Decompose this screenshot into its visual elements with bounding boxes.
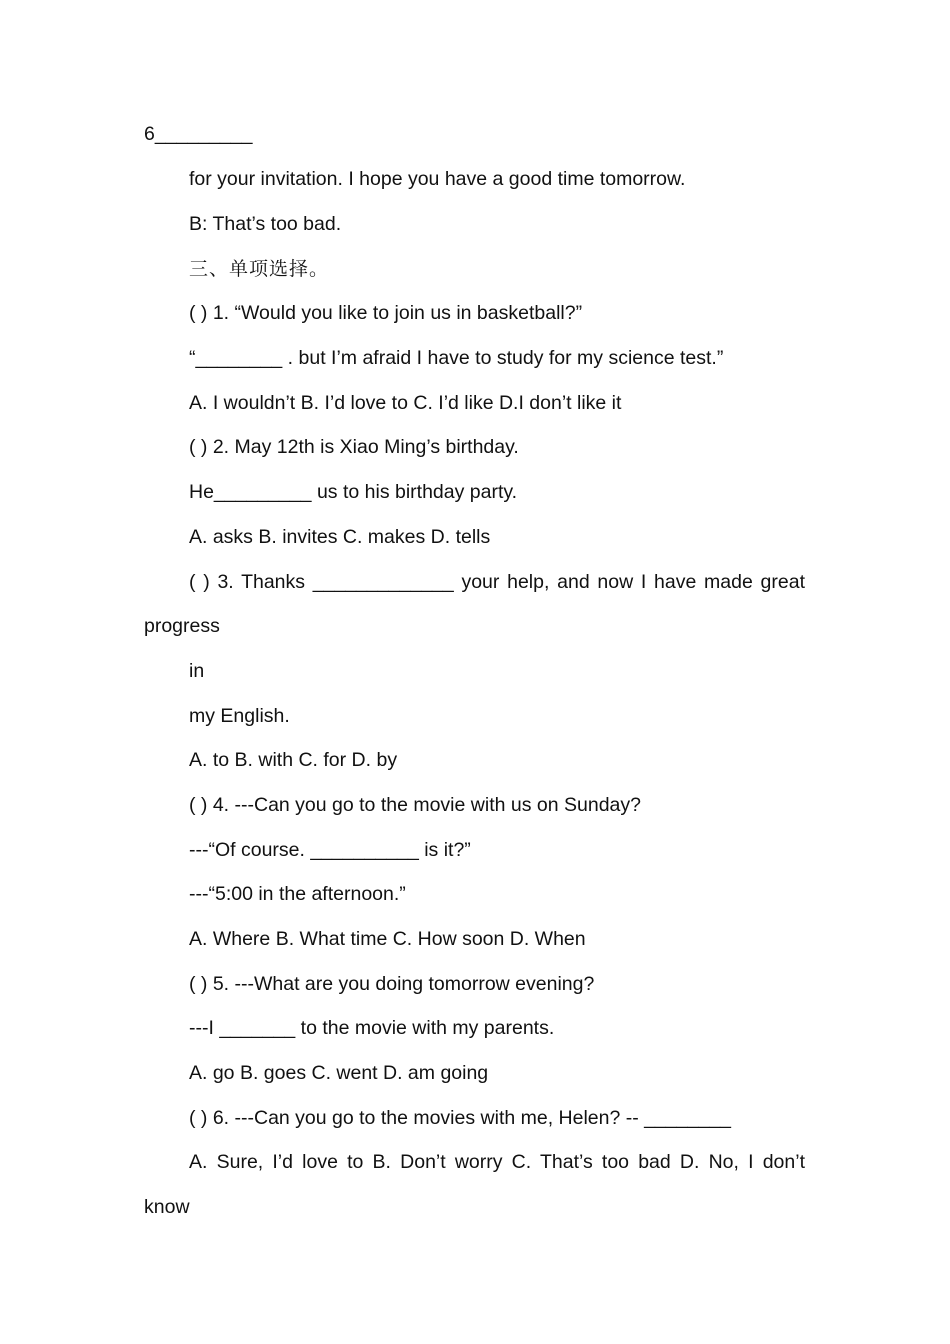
text-line-blank-6: 6_________ xyxy=(144,123,253,145)
question-5-options: A. go B. goes C. went D. am going xyxy=(189,1062,489,1084)
question-3-line-2: progress xyxy=(144,615,220,637)
text-line-too-bad: B: That’s too bad. xyxy=(189,213,342,235)
question-6-options-cont: know xyxy=(144,1196,190,1218)
question-3-options: A. to B. with C. for D. by xyxy=(189,749,398,771)
question-4-line-2: ---“Of course. __________ is it?” xyxy=(189,839,471,861)
question-4-options: A. Where B. What time C. How soon D. When xyxy=(189,928,586,950)
question-3: ( ) 3. Thanks _____________ your help, and now I have made great xyxy=(189,571,805,593)
question-3-line-4: my English. xyxy=(189,705,290,727)
question-5-line-2: ---I _______ to the movie with my parents. xyxy=(189,1017,555,1039)
question-3-line-3: in xyxy=(189,660,205,682)
question-2-line-2: He_________ us to his birthday party. xyxy=(189,481,518,503)
question-1-line-2: “________ . but I’m afraid I have to study for my science test.” xyxy=(189,347,724,369)
question-6-options: A. Sure, I’d love to B. Don’t worry C. That’s too bad D. No, I don’t xyxy=(189,1151,805,1173)
text-line-invitation: for your invitation. I hope you have a good time tomorrow. xyxy=(189,168,686,190)
question-1-options: A. I wouldn’t B. I’d love to C. I’d like D.I don’t like it xyxy=(189,392,622,414)
question-2: ( ) 2. May 12th is Xiao Ming’s birthday. xyxy=(189,436,519,458)
question-4: ( ) 4. ---Can you go to the movie with us on Sunday? xyxy=(189,794,641,816)
question-2-options: A. asks B. invites C. makes D. tells xyxy=(189,526,491,548)
question-4-line-3: ---“5:00 in the afternoon.” xyxy=(189,883,406,905)
question-6: ( ) 6. ---Can you go to the movies with me, Helen? -- ________ xyxy=(189,1107,731,1129)
question-1: ( ) 1. “Would you like to join us in basketball?” xyxy=(189,302,583,324)
question-5: ( ) 5. ---What are you doing tomorrow evening? xyxy=(189,973,595,995)
section-heading: 三、单项选择。 xyxy=(189,258,330,280)
